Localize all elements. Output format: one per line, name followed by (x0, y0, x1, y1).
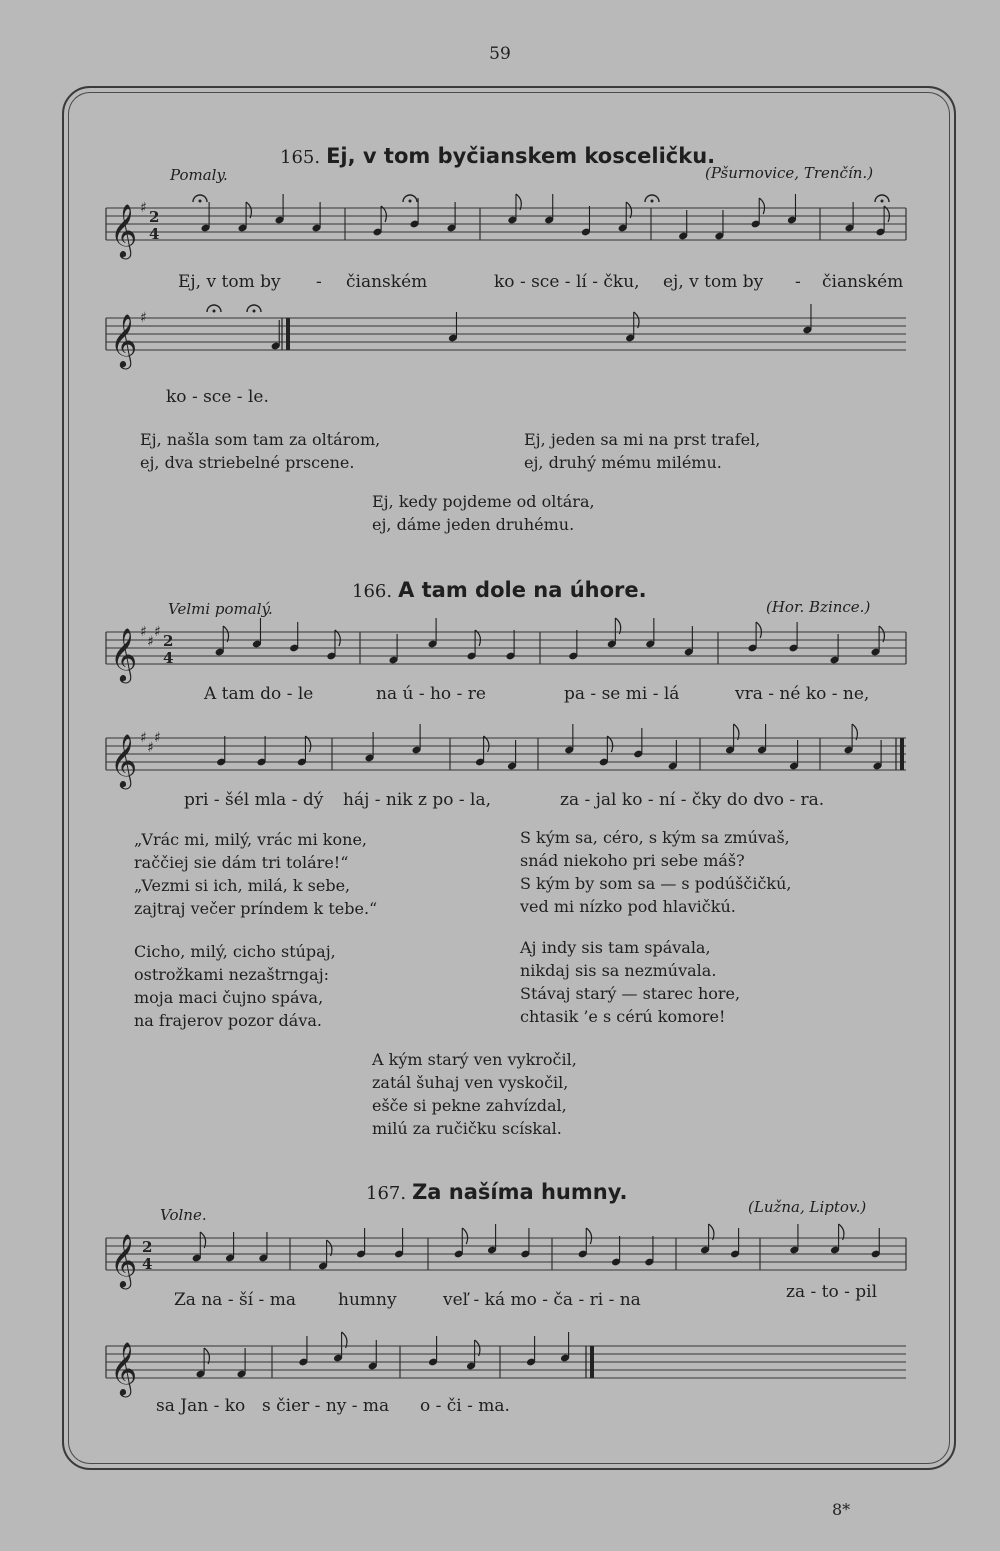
lyric-syllable: Ej, v tom by (178, 272, 281, 292)
verse-line: ej, dáme jeden druhému. (372, 515, 575, 534)
lyric-syllable: vra - né ko - ne, (735, 684, 870, 704)
time-signature-bottom: 4 (163, 649, 174, 667)
verse-line: Ej, našla som tam za oltárom, (140, 430, 381, 449)
verse-line: Ej, jeden sa mi na prst trafel, (524, 430, 761, 449)
song-number: 165. (280, 147, 321, 168)
lyric-syllable: o - či - ma. (420, 1396, 510, 1416)
verse-line: S kým by som sa — s podúščičkú, (520, 874, 792, 893)
lyric-syllable: ko - sce - lí - čku, (494, 272, 640, 292)
verse-line: A kým starý ven vykročil, (372, 1050, 577, 1069)
lyric-syllable: A tam do - le (204, 684, 314, 704)
lyric-syllable: veľ - ká mo - ča - ri - na (443, 1290, 641, 1310)
lyric-syllable: pri - šél mla - dý (184, 790, 324, 810)
verse-line: moja maci čujno spáva, (134, 988, 324, 1007)
treble-clef-icon: 𝄞 (110, 733, 138, 787)
time-signature-top: 2 (149, 208, 160, 226)
lyric-syllable: sa Jan - ko (156, 1396, 246, 1416)
lyric-syllable: pa - se mi - lá (564, 684, 680, 704)
lyric-syllable: s čier - ny - ma (262, 1396, 390, 1416)
verse-line: „Vezmi si ich, milá, k sebe, (134, 876, 351, 895)
origin-location: (Pšurnovice, Trenčín.) (705, 164, 874, 182)
verse-line: zatál šuhaj ven vyskočil, (372, 1073, 569, 1092)
song-165-title (280, 144, 715, 168)
sharp-icon: ♯ (147, 634, 154, 650)
verse-block (520, 936, 740, 1028)
sharp-icon: ♯ (154, 730, 161, 746)
lyric-syllable: ko - sce - le. (166, 387, 269, 407)
song-name: A tam dole na úhore. (398, 578, 647, 602)
verse-line: nikdaj sis sa nezmúvala. (520, 961, 717, 980)
verse-line: snád niekoho pri sebe máš? (520, 851, 745, 870)
lyric-syllable: háj - nik z po - la, (343, 790, 492, 810)
verse-line: zajtraj večer príndem k tebe.“ (134, 899, 378, 918)
verse-line: Ej, kedy pojdeme od oltára, (372, 492, 595, 511)
tempo-marking: Volne. (160, 1206, 207, 1224)
tempo-marking: Pomaly. (170, 166, 228, 184)
lyric-syllable: - (795, 272, 801, 292)
tempo-marking: Velmi pomalý. (168, 600, 273, 618)
verse-block (134, 940, 336, 1032)
verse-line: ved mi nízko pod hlavičkú. (520, 897, 736, 916)
verse-block (372, 1048, 577, 1140)
verse-line: raččiej sie dám tri toláre!“ (134, 853, 349, 872)
time-signature-bottom: 4 (149, 225, 160, 243)
verse-block (520, 826, 791, 918)
origin-location: (Hor. Bzince.) (766, 598, 871, 616)
sharp-icon: ♯ (147, 740, 154, 756)
song-167-title (366, 1180, 627, 1204)
lyric-syllable: za - to - pil (786, 1282, 878, 1302)
verse-block (140, 428, 380, 474)
treble-clef-icon: 𝄞 (110, 1233, 138, 1287)
sharp-icon: ♯ (140, 624, 147, 640)
song-number: 166. (352, 581, 393, 602)
treble-clef-icon: 𝄞 (110, 313, 138, 367)
lyric-syllable: Za na - ší - ma (174, 1290, 296, 1310)
song-name: Ej, v tom byčianskem kosceličku. (326, 144, 716, 168)
page-frame (62, 86, 956, 1470)
verse-line: ej, dva striebelné prscene. (140, 453, 355, 472)
verse-line: na frajerov pozor dáva. (134, 1011, 322, 1030)
verse-line: Aj indy sis tam spávala, (520, 938, 711, 957)
sharp-icon: ♯ (140, 310, 147, 326)
printer-signature: 8* (832, 1500, 851, 1519)
time-signature-bottom: 4 (142, 1255, 153, 1273)
verse-line: „Vrác mi, milý, vrác mi kone, (134, 830, 367, 849)
lyric-syllable: - (316, 272, 322, 292)
time-signature-top: 2 (163, 632, 174, 650)
page-number: 59 (489, 44, 511, 64)
verse-line: ej, druhý mému milému. (524, 453, 722, 472)
verse-block (524, 428, 760, 474)
treble-clef-icon: 𝄞 (110, 627, 138, 681)
lyric-syllable: čianském (822, 272, 904, 292)
sharp-icon: ♯ (140, 730, 147, 746)
song-166-title (352, 578, 647, 602)
verse-line: Stávaj starý — starec hore, (520, 984, 741, 1003)
verse-line: chtasik ’e s cérú komore! (520, 1007, 726, 1026)
verse-line: S kým sa, céro, s kým sa zmúvaš, (520, 828, 790, 847)
time-signature-top: 2 (142, 1238, 153, 1256)
verse-line: milú za ručičku scískal. (372, 1119, 562, 1138)
verse-line: ostrožkami nezaštrngaj: (134, 965, 330, 984)
lyric-syllable: čianském (346, 272, 428, 292)
verse-line: Cicho, milý, cicho stúpaj, (134, 942, 336, 961)
lyric-syllable: za - jal ko - ní - čky do dvo - ra. (560, 790, 825, 810)
sharp-icon: ♯ (140, 200, 147, 216)
song-number: 167. (366, 1183, 407, 1204)
verse-block (134, 828, 377, 920)
verse-block (372, 490, 595, 536)
verse-line: ešče si pekne zahvízdal, (372, 1096, 567, 1115)
lyric-syllable: humny (338, 1290, 397, 1310)
song-name: Za našíma humny. (412, 1180, 628, 1204)
sharp-icon: ♯ (154, 624, 161, 640)
lyric-syllable: na ú - ho - re (376, 684, 486, 704)
treble-clef-icon: 𝄞 (110, 1341, 138, 1395)
lyric-syllable: ej, v tom by (663, 272, 764, 292)
origin-location: (Lužna, Liptov.) (748, 1198, 867, 1216)
treble-clef-icon: 𝄞 (110, 203, 138, 257)
